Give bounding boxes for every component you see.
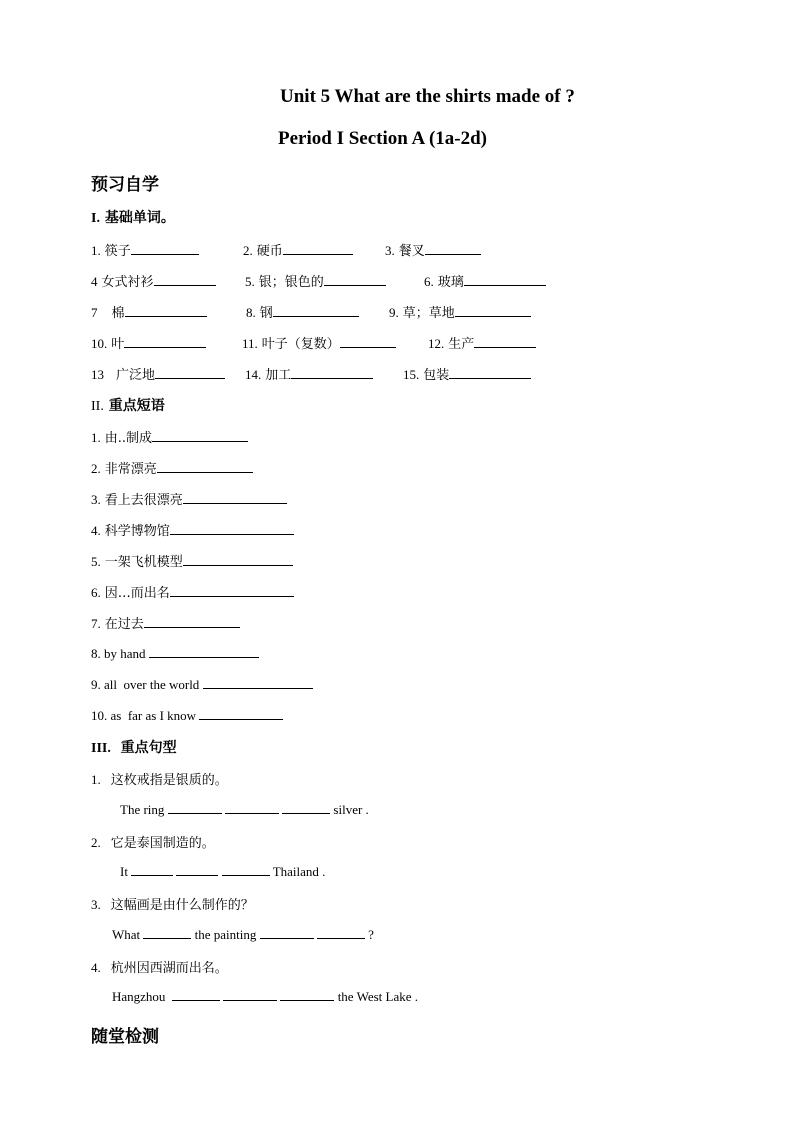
answer-blank[interactable] (455, 304, 531, 317)
answer-blank[interactable] (125, 304, 207, 317)
answer-blank[interactable] (149, 645, 259, 658)
phrases-heading (91, 395, 165, 415)
vocab-item: 9. 草；草地 (389, 302, 531, 321)
answer-blank[interactable] (223, 988, 277, 1001)
sentence-cn: 1. 这枚戒指是银质的。 (91, 772, 228, 788)
answer-blank[interactable] (124, 335, 206, 348)
answer-blank[interactable] (152, 429, 248, 442)
answer-blank[interactable] (155, 366, 225, 379)
answer-blank[interactable] (170, 584, 294, 597)
phrase-item: 8. by hand (91, 645, 259, 662)
phrase-item: 3. 看上去很漂亮 (91, 489, 287, 508)
answer-blank[interactable] (273, 304, 359, 317)
answer-blank[interactable] (199, 707, 283, 720)
answer-blank[interactable] (464, 273, 546, 286)
vocab-heading-text: 基础单词。 (104, 210, 175, 226)
answer-blank[interactable] (449, 366, 531, 379)
answer-blank[interactable] (154, 273, 216, 286)
answer-blank[interactable] (183, 491, 287, 504)
vocab-item: 8. 钢 (246, 302, 359, 321)
answer-blank[interactable] (474, 335, 536, 348)
preview-heading: 预习自学 (91, 175, 159, 195)
sentences-heading-text: 重点句型 (120, 740, 177, 756)
answer-blank[interactable] (291, 366, 373, 379)
phrase-item: 10. as far as I know (91, 707, 283, 724)
unit-title: Unit 5 What are the shirts made of ? (280, 86, 575, 107)
vocab-item: 12. 生产 (428, 333, 536, 352)
sentence-cn: 2. 它是泰国制造的。 (91, 835, 215, 851)
answer-blank[interactable] (131, 863, 173, 876)
phrase-item: 4. 科学博物馆 (91, 520, 294, 539)
sentences-heading (91, 737, 177, 757)
vocab-item: 2. 硬币 (243, 240, 353, 259)
sentences-heading-num: III. (91, 741, 111, 756)
phrases-heading-text: 重点短语 (108, 398, 165, 414)
answer-blank[interactable] (170, 522, 294, 535)
answer-blank[interactable] (340, 335, 396, 348)
answer-blank[interactable] (283, 242, 353, 255)
answer-blank[interactable] (260, 926, 314, 939)
vocab-heading (91, 207, 175, 227)
vocab-item: 3. 餐叉 (385, 240, 481, 259)
answer-blank[interactable] (225, 801, 279, 814)
answer-blank[interactable] (282, 801, 330, 814)
answer-blank[interactable] (203, 676, 313, 689)
vocab-item: 1. 筷子 (91, 240, 199, 259)
sentence-en: The ring silver . (120, 802, 369, 817)
phrase-item: 6. 因…而出名 (91, 582, 294, 601)
sentence-en: It Thailand . (120, 864, 326, 879)
answer-blank[interactable] (144, 615, 240, 628)
answer-blank[interactable] (157, 460, 253, 473)
phrase-item: 1. 由..制成 (91, 427, 248, 446)
vocab-item: 5. 银；银色的 (245, 271, 386, 290)
phrase-item: 5. 一架飞机模型 (91, 551, 293, 570)
answer-blank[interactable] (176, 863, 218, 876)
vocab-item: 6. 玻璃 (424, 271, 546, 290)
vocab-item: 11. 叶子（复数） (242, 333, 396, 352)
phrase-item: 2. 非常漂亮 (91, 458, 253, 477)
sentence-en: What the painting ? (112, 927, 374, 942)
phrases-heading-num: II. (91, 399, 104, 414)
vocab-item: 13 广泛地 (91, 364, 225, 383)
phrase-item: 7. 在过去 (91, 613, 240, 632)
answer-blank[interactable] (172, 988, 220, 1001)
sentence-cn: 3. 这幅画是由什么制作的？ (91, 897, 254, 913)
answer-blank[interactable] (183, 553, 293, 566)
quiz-heading: 随堂检测 (91, 1027, 159, 1047)
phrase-item: 9. all over the world (91, 676, 313, 693)
vocab-item: 4 女式衬衫 (91, 271, 216, 290)
vocab-item: 15. 包装 (403, 364, 531, 383)
answer-blank[interactable] (317, 926, 365, 939)
answer-blank[interactable] (143, 926, 191, 939)
answer-blank[interactable] (280, 988, 334, 1001)
answer-blank[interactable] (222, 863, 270, 876)
answer-blank[interactable] (425, 242, 481, 255)
vocab-item: 7 棉 (91, 302, 207, 321)
sentence-en: Hangzhou the West Lake . (112, 989, 418, 1004)
period-title: Period I Section A (1a-2d) (278, 128, 487, 149)
sentence-cn: 4. 杭州因西湖而出名。 (91, 960, 228, 976)
vocab-item: 14. 加工 (245, 364, 373, 383)
vocab-heading-num: I. (91, 211, 100, 226)
answer-blank[interactable] (131, 242, 199, 255)
answer-blank[interactable] (168, 801, 222, 814)
answer-blank[interactable] (324, 273, 386, 286)
vocab-item: 10. 叶 (91, 333, 206, 352)
